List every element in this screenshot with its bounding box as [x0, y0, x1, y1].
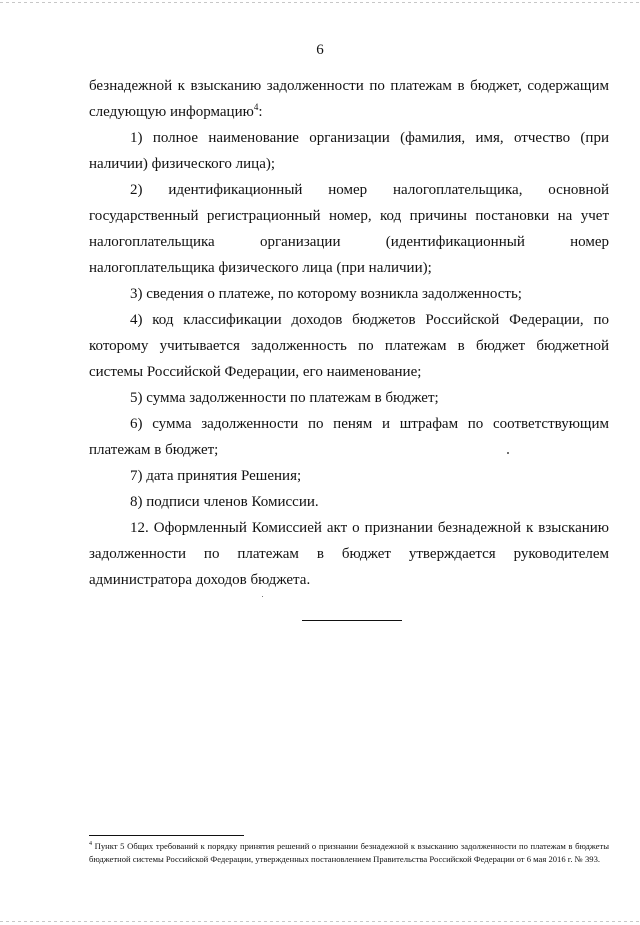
list-item: 8) подписи членов Комиссии.	[130, 494, 319, 510]
footnote-reference[interactable]: 4	[253, 102, 259, 112]
scan-bottom-edge	[0, 921, 640, 922]
paragraph-text-end: :	[258, 104, 263, 120]
list-item: 5) сумма задолженности по платежам в бюджет;	[130, 390, 439, 406]
footnote-text: Пункт 5 Общих требований к порядку принятия решений о признании безнадежной к взысканию задолженности по платежам в бюджеты бюджетной системы Российской Федерации, утвержденных постановлением Правительства Российской Федерации от 6 мая 2016 г. № 393.	[89, 841, 609, 864]
paragraph-text: безнадежной к взысканию задолженности по платежам в бюджет, содержащим следующую информацию	[89, 78, 609, 120]
footnote-separator	[89, 835, 244, 836]
scan-top-edge	[0, 2, 640, 3]
page-number: 6	[316, 42, 324, 58]
paragraph-intro	[89, 73, 609, 125]
footnote-marker: 4	[89, 841, 92, 848]
list-item: 7) дата принятия Решения;	[130, 468, 302, 484]
end-of-text-rule	[302, 620, 402, 621]
list-item: 3) сведения о платеже, по которому возникла задолженность;	[130, 286, 522, 302]
footnote	[89, 840, 609, 866]
list-item: 1) полное наименование организации (фамилия, имя, отчество (при наличии) физического лица);	[89, 130, 609, 172]
list-item: 2) идентификационный номер налогоплательщика, основной государственный регистрационный номер, код причины постановки на учет налогоплательщика организации (идентификационный номер налогоплательщика физического лица (при наличии);	[89, 182, 609, 276]
list-item: 4) код классификации доходов бюджетов Российской Федерации, по которому учитывается задолженность по платежам в бюджет бюджетной системы Российской Федерации, его наименование;	[89, 312, 609, 380]
document-body	[89, 73, 609, 593]
list-item: 6) сумма задолженности по пеням и штрафам по соответствующим платежам в бюджет;	[89, 416, 609, 458]
clause-12-paragraph: 12. Оформленный Комиссией акт о признании безнадежной к взысканию задолженности по платежам в бюджет утверждается руководителем администратора доходов бюджета.	[89, 520, 609, 588]
scan-speck	[507, 452, 509, 454]
scan-speck	[262, 596, 263, 597]
